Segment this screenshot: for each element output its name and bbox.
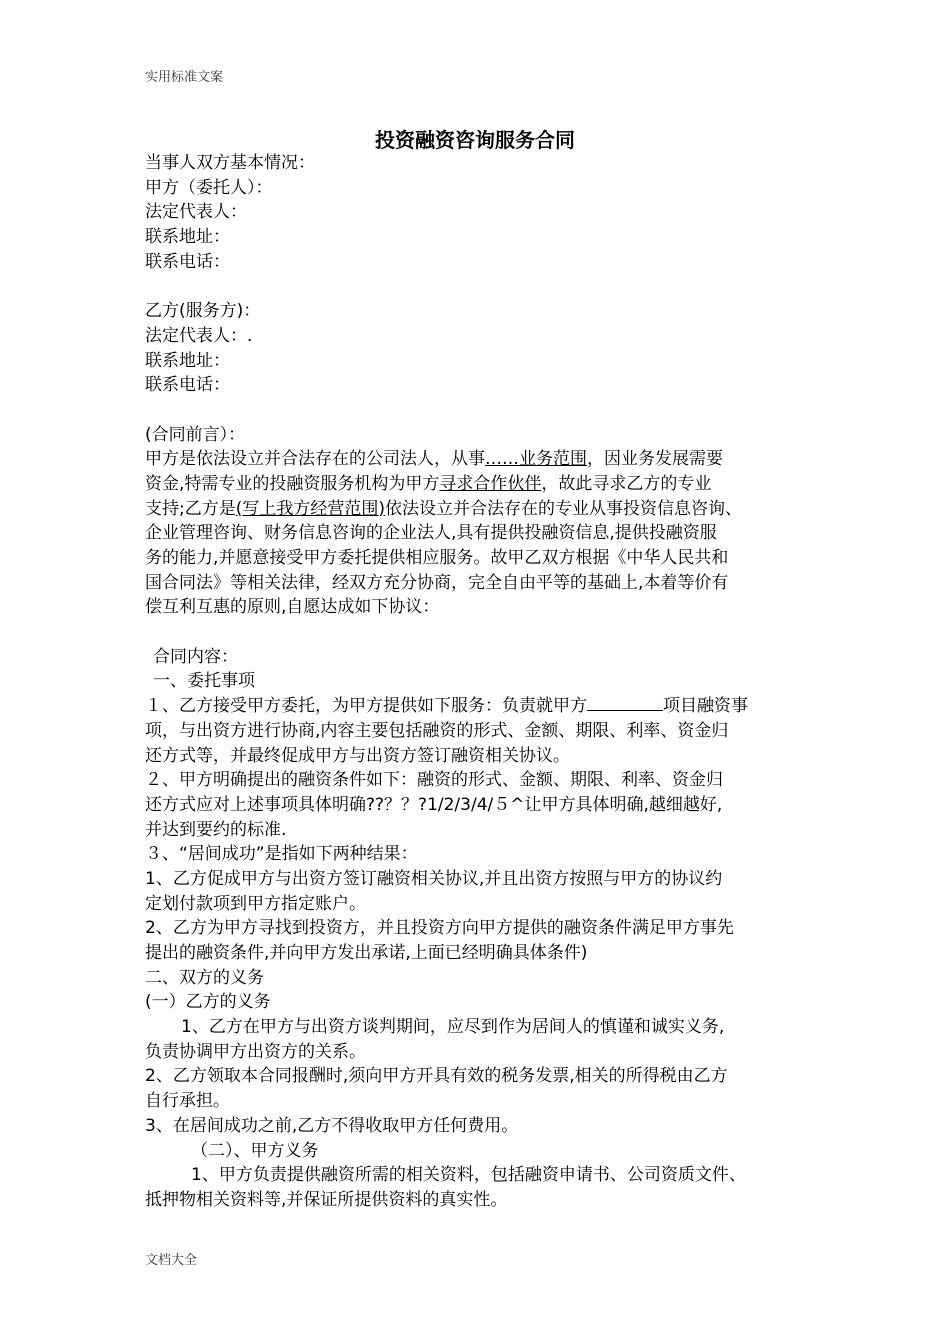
party-a-label: 甲方（委托人）： [145,177,273,198]
party-a-phone: 联系电话： [145,251,230,272]
text: 甲方是依法设立并合法存在的公司法人，从事 [145,449,485,470]
page-header: 实用标准文案 [145,70,224,85]
clause-line: ２、甲方明确提出的融资条件如下：融资的形式、金额、期限、利率、资金归 [145,770,723,791]
section-heading: 一、委托事项 [153,671,255,692]
text: ，故此寻求乙方的专业 [541,473,712,494]
preamble-line: 务的能力,并愿意接受甲方委托提供相应服务。故甲乙双方根据《中华人民共和 [145,548,729,568]
text: 依法设立并合法存在的专业从事投资信息咨询、 [385,498,742,519]
preamble-line [145,472,825,497]
clause-line: 1、乙方促成甲方与出资方签订融资相关协议,并且出资方按照与甲方的协议约 [145,868,723,889]
party-b-label: 乙方(服务方)： [145,301,261,322]
spacer [145,274,825,299]
text: 资金,特需专业的投融资服务机构为甲方 [145,473,440,494]
section-heading: 二、双方的义务 [145,967,264,988]
spacer [145,620,825,645]
underlined-text: ……业务范围 [485,449,587,470]
clause-line: 还方式等，并最终促成甲方与出资方签订融资相关协议。 [145,745,570,766]
clause-line: 抵押物相关资料等,并保证所提供资料的真实性。 [145,1189,508,1210]
clause-line: 负责协调甲方出资方的关系。 [145,1041,366,1062]
party-b-rep: 法定代表人：. [145,325,253,346]
document-title: 投资融资咨询服务合同 [375,128,575,152]
clause-line [145,694,825,719]
preamble-line [145,447,825,472]
preamble-line: 企业管理咨询、财务信息咨询的企业法人,具有提供投融资信息,提供投融资服 [145,523,717,544]
clause-line: 定划付款项到甲方指定账户。 [145,893,366,914]
party-a-address: 联系地址： [145,227,230,248]
clause-line: 2、乙方领取本合同报酬时,须向甲方开具有效的税务发票,相关的所得税由乙方 [145,1066,728,1087]
spacer [145,398,825,423]
clause-line: 提出的融资条件,并向甲方发出承诺,上面已经明确具体条件) [145,943,588,963]
clause-line: 并达到要约的标准. [145,819,287,840]
clause-line: ３、“居间成功”是指如下两种结果： [145,844,418,865]
clause-line: 自行承担。 [145,1091,230,1112]
preamble-line: 国合同法》等相关法律，经双方充分协商，完全自由平等的基础上,本着等价有 [145,572,729,593]
party-b-phone: 联系电话： [145,375,230,396]
clause-line: 3、在居间成功之前,乙方不得收取甲方任何费用。 [145,1115,519,1136]
parties-intro: 当事人双方基本情况： [145,153,315,173]
clause-line: 2、乙方为甲方寻找到投资方，并且投资方向甲方提供的融资条件满足甲方事先 [145,918,734,939]
clause-line: 1、甲方负责提供融资所需的相关资料，包括融资申请书、公司资质文件、 [191,1165,746,1186]
subsection-heading: （二）、甲方义务 [191,1140,319,1161]
text: 支持;乙方是 [145,498,236,519]
preamble-heading: (合同前言）： [145,424,246,445]
clause-line: 还方式应对上述事项具体明确??？？?1/2/3/4/５^让甲方具体明确,越细越好, [145,794,723,815]
subsection-heading: (一）乙方的义务 [145,992,271,1013]
preamble-line [145,497,825,522]
clause-line: 项，与出资方进行协商,内容主要包括融资的形式、金额、期限、利率、资金归 [145,720,729,741]
document-body [145,151,825,1213]
fill-in-blank [587,694,663,711]
page-footer: 文档大全 [145,1253,198,1268]
underlined-text: 寻求合作伙伴 [439,473,542,494]
clause-line: 1、乙方在甲方与出资方谈判期间，应尽到作为居间人的慎谨和诚实义务, [181,1017,725,1038]
party-b-address: 联系地址： [145,350,230,371]
preamble-line: 偿互利互惠的原则,自愿达成如下协议： [145,597,440,618]
party-a-rep: 法定代表人： [145,202,247,223]
underlined-text: (写上我方经营范围) [235,498,385,519]
content-heading: 合同内容： [153,646,238,667]
text: ，因业务发展需要 [587,449,723,470]
text: １、乙方接受甲方委托，为甲方提供如下服务：负责就甲方 [145,696,587,717]
text: 项目融资事 [663,696,748,717]
